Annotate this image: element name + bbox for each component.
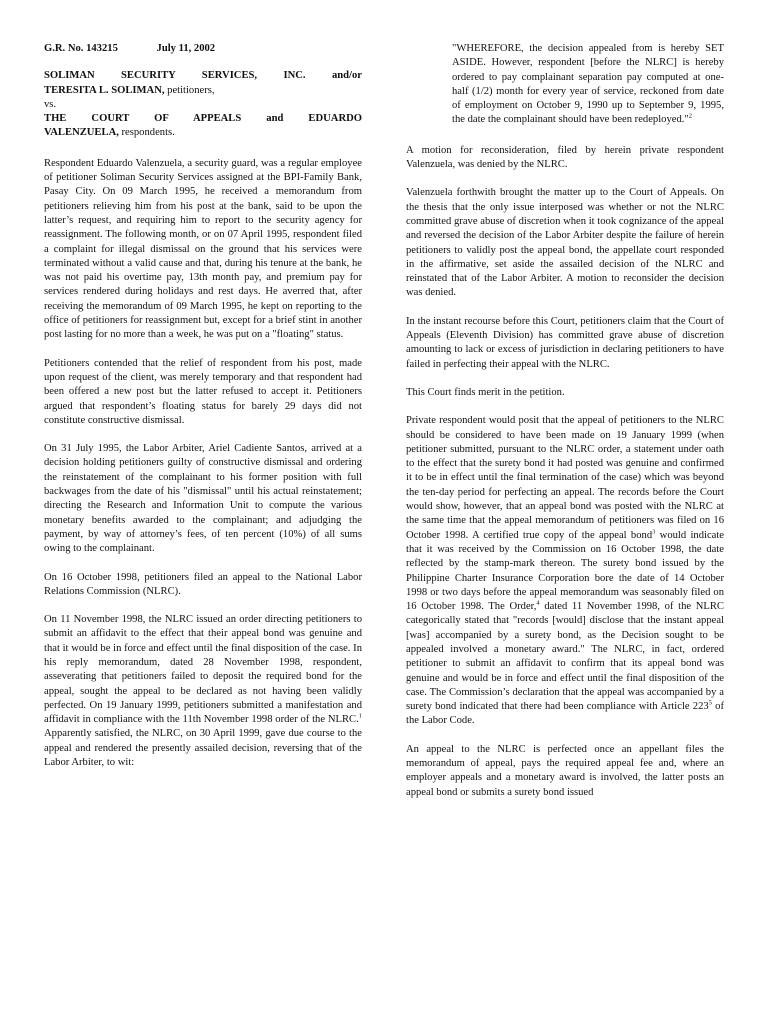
paragraph-court-of-appeals: Valenzuela forthwith brought the matter up to the Court of Appeals. On the thesis that the only issue interposed was whether or not the NLRC committed grave abuse of discretion when it took cognizance of the appeal and reversed the decision of the Labor Arbiter despite the failure of herein petitioners to validly post the appeal bond, the appellate court responded in the affirmative, set aside the assailed decision of the NLRC and reinstated that of the Labor Arbiter. A motion to reconsider the decision was denied. [406, 187, 724, 299]
paragraph-merit: This Court finds merit in the petition. [406, 386, 565, 398]
footnote-ref-1[interactable]: 1 [358, 712, 362, 720]
paragraph-appeal-perfected: An appeal to the NLRC is perfected once an appellant files the memorandum of appeal, pays the required appeal fee and, where an employer appeals and a monetary award is involved, the latter posts an appeal bond or submits a surety bond issued [406, 743, 724, 798]
footnote-ref-4[interactable]: 4 [536, 599, 540, 607]
petitioner-name: TERESITA L. SOLIMAN, [44, 84, 165, 96]
paragraph-private-respondent [406, 414, 724, 729]
paragraph-instant-recourse: In the instant recourse before this Court, petitioners claim that the Court of Appeals (Eleventh Division) has committed grave abuse of discretion amounting to lack or excess of jurisdiction in declaring petitioners to have failed in perfecting their appeal with the NLRC. [406, 315, 724, 370]
petitioner-line-2 [44, 84, 362, 98]
left-column [44, 42, 362, 784]
private-respondent-text-2: would indicate that it was received by the Commission on 16 October 1998, the date reflected by the stamp-mark thereon. The surety bond issued by the Philippine Charter Insurance Corporation bore the date of 14 October 1998 or two days before the appeal memorandum was seasonably filed on 16 October 1998. The Order, [406, 529, 724, 613]
private-respondent-text-4: of the Labor Code. [406, 701, 724, 727]
paragraph-appeal-filed: On 16 October 1998, petitioners filed an appeal to the National Labor Relations Commission (NLRC). [44, 571, 362, 597]
versus: vs. [44, 98, 57, 110]
respondent-line-1: THE COURT OF APPEALS and EDUARDO [44, 113, 362, 125]
quoted-decision-text: "WHEREFORE, the decision appealed from is hereby SET ASIDE. However, respondent [before the NLRC] is hereby ordered to pay complainant separation pay computed at one-half (1/2) month for every year of service, reckoned from date of employment on October 9, 1990 up to September 9, 1995, the date the complainant should have been redeployed." [452, 43, 724, 126]
right-column [406, 42, 724, 814]
private-respondent-text-3: dated 11 November 1998, of the NLRC categorically stated that "records [would] disclose that the instant appeal [was] accompanied by a surety bond, as the Decision sought to be appealed involved a monetary award." The NLRC, in fact, ordered petitioner to submit an affidavit to confirm that its appeal bond was genuine and would be in force and effect until the final disposition of the case. The Commission’s declaration that the appeal was accompanied by a surety bond indicated that there had been compliance with Article 223 [406, 601, 724, 713]
petitioner-role: petitioners, [167, 84, 215, 96]
respondent-role: respondents. [121, 127, 175, 139]
paragraph-petitioners-contention: Petitioners contended that the relief of respondent from his post, made upon request of the client, was merely temporary and that respondent had been offered a new post but the latter refused to accept it. Petitioners argued that respondent’s floating status for barely 29 days did not constitute constructive dismissal. [44, 357, 362, 426]
respondent-line-2 [44, 126, 362, 140]
footnote-ref-2[interactable]: 2 [688, 112, 692, 120]
private-respondent-text-1: Private respondent would posit that the appeal of petitioners to the NLRC should be considered to have been made on 19 January 1999 (when petitioner submitted, pursuant to the NLRC order, a statement under oath to the effect that the surety bond it had posted was genuine and confirmed it to be in effect until the final termination of the case) which was beyond the ten-day period for perfecting an appeal. The records before the Court would show, however, that an appeal bond was posted with the NLRC at the same time that the appeal memorandum of petitioners was filed on 16 October 1998. A certified true copy of the appeal bond [406, 415, 724, 541]
paragraph-motion-reconsideration: A motion for reconsideration, filed by herein private respondent Valenzuela, was denied by the NLRC. [406, 144, 724, 171]
case-header [44, 42, 362, 141]
paragraph-facts: Respondent Eduardo Valenzuela, a security guard, was a regular employee of petitioner Soliman Security Services assigned at the BPI-Family Bank, Pasay City. On 09 March 1995, he received a memorandum from petitioners relieving him from his post at the bank, said to be upon the latter’s request, and requiring him to report to the security agency for reassignment. The following month, or on 07 April 1995, respondent filed a complaint for illegal dismissal on the ground that his services were terminated without a valid cause and that, during his tenure at the bank, he was not paid his overtime pay, 13th month pay, and premium pay for services rendered during holidays and rest days. He averred that, after receiving the memorandum of 09 March 1995, he kept on reporting to the office of petitioners for reassignment but, except for a brief stint in another post lasting for no more than a week, he was put on a "floating" status. [44, 157, 362, 341]
paragraph-nlrc-order [44, 613, 362, 770]
case-date: July 11, 2002 [156, 43, 216, 54]
footnote-ref-5[interactable]: 5 [708, 699, 712, 707]
petitioner-line-1: SOLIMAN SECURITY SERVICES, INC. and/or [44, 70, 362, 82]
nlrc-order-text-2: Apparently satisfied, the NLRC, on 30 April 1999, gave due course to the appeal and rendered the presently assailed decision, reversing that of the Labor Arbiter, to wit: [44, 728, 362, 769]
quoted-decision [452, 42, 724, 128]
paragraph-labor-arbiter-decision: On 31 July 1995, the Labor Arbiter, Ariel Cadiente Santos, arrived at a decision holding petitioners guilty of constructive dismissal and ordering the reinstatement of the complainant to his former position with full backwages from the date of his "dismissal" until his actual reinstatement; directing the Research and Information Unit to compute the various monetary benefits awarded to the complainant; and adjudging the payment, by way of attorney’s fees, of ten percent (10%) of all sums owing to the complainant. [44, 443, 362, 555]
case-number: G.R. No. 143215 [44, 43, 118, 54]
footnote-ref-3[interactable]: 3 [652, 528, 656, 536]
case-number-line [44, 42, 362, 56]
nlrc-order-text-1: On 11 November 1998, the NLRC issued an order directing petitioners to submit an affidavit to the effect that their appeal bond was genuine and that it would be in force and effect until the final disposition of the case. In his reply memorandum, dated 28 November 1998, respondent, asseverating that petitioners failed to deposit the required bond for the appeal, sought the appeal to be declared as not having been validly perfected. On 19 January 1999, petitioners submitted a manifestation and affidavit in compliance with the 11th November 1998 order of the NLRC. [44, 614, 362, 726]
respondent-name: VALENZUELA, [44, 127, 119, 139]
